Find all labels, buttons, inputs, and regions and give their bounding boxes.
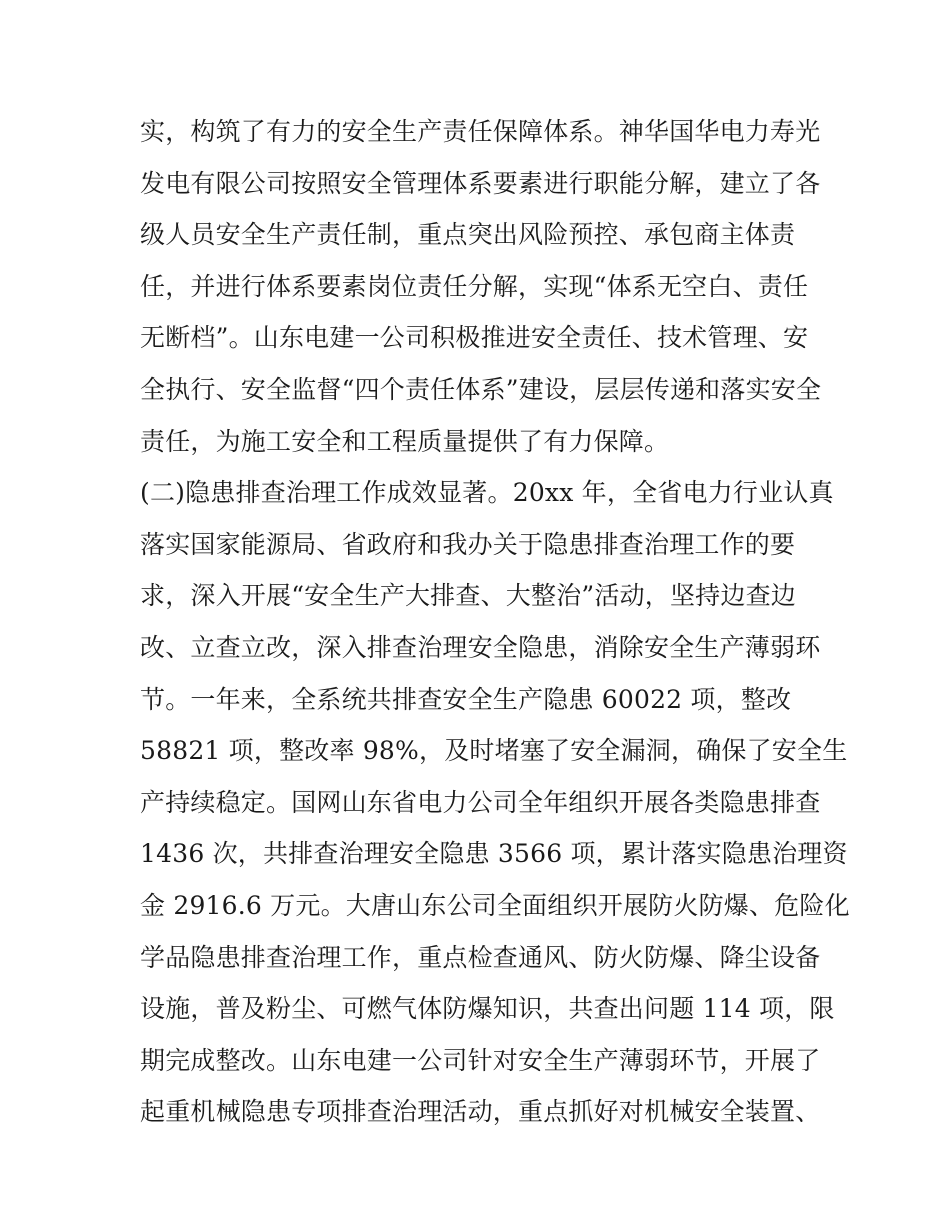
text-line: 发电有限公司按照安全管理体系要素进行职能分解，建立了各: [140, 168, 821, 198]
text-line: 落实国家能源局、省政府和我办关于隐患排查治理工作的要: [140, 529, 796, 559]
text-line: 节。一年来，全系统共排查安全生产隐患 60022 项，整改: [140, 684, 792, 714]
text-line: 学品隐患排查治理工作，重点检查通风、防火防爆、降尘设备: [140, 942, 821, 972]
text-line: 起重机械隐患专项排查治理活动，重点抓好对机械安全装置、: [140, 1097, 821, 1127]
body-text: [140, 106, 850, 1138]
text-line: 产持续稳定。国网山东省电力公司全年组织开展各类隐患排查: [140, 787, 821, 817]
text-line: 1436 次，共排查治理安全隐患 3566 项，累计落实隐患治理资: [140, 839, 848, 869]
text-line: 期完成整改。山东电建一公司针对安全生产薄弱环节，开展了: [140, 1045, 821, 1075]
text-line: 级人员安全生产责任制，重点突出风险预控、承包商主体责: [140, 220, 796, 250]
text-line: 全执行、安全监督“四个责任体系”建设，层层传递和落实安全: [140, 374, 822, 404]
text-line: 实，构筑了有力的安全生产责任保障体系。神华国华电力寿光: [140, 117, 821, 146]
text-line: 任，并进行体系要素岗位责任分解，实现“体系无空白、责任: [140, 271, 809, 301]
text-line: 求，深入开展“安全生产大排查、大整治”活动，坚持边查边: [140, 581, 796, 611]
text-line: 责任，为施工安全和工程质量提供了有力保障。: [140, 426, 670, 456]
text-line: 58821 项，整改率 98%，及时堵塞了安全漏洞，确保了安全生: [140, 736, 848, 766]
text-line: 设施，普及粉尘、可燃气体防爆知识，共查出问题 114 项，限: [140, 994, 835, 1024]
text-line: 改、立查立改，深入排查治理安全隐患，消除安全生产薄弱环: [140, 632, 821, 662]
text-line: 金 2916.6 万元。大唐山东公司全面组织开展防火防爆、危险化: [140, 890, 850, 920]
section-heading-line: (二)隐患排查治理工作成效显著。20xx 年，全省电力行业认真: [140, 478, 834, 508]
text-line: 无断档”。山东电建一公司积极推进安全责任、技术管理、安: [140, 323, 809, 353]
